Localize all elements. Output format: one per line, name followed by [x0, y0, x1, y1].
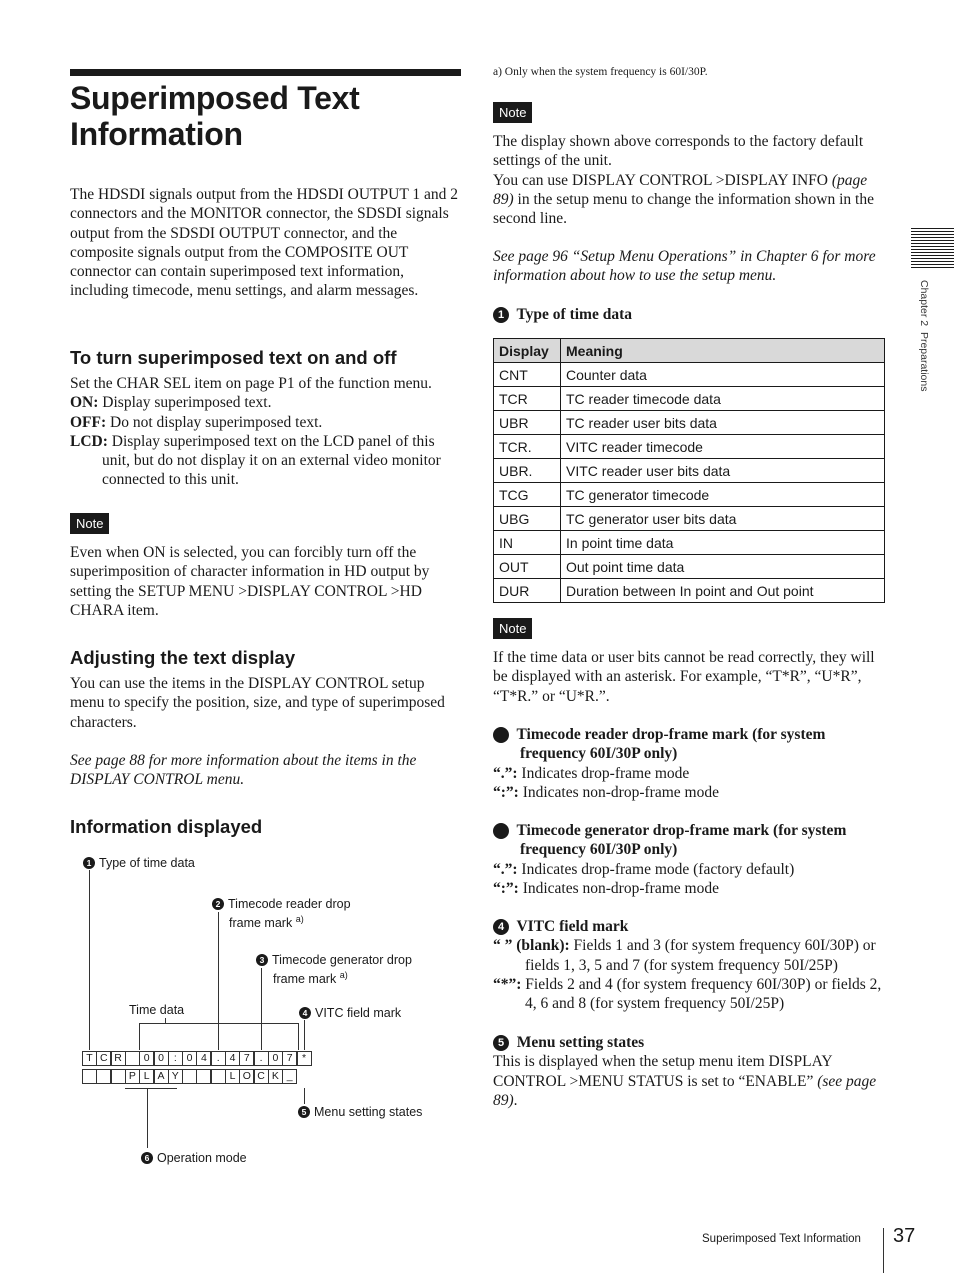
option-off: OFF: Do not display superimposed text.	[70, 413, 323, 431]
leader-line-generator-drop	[261, 968, 262, 1050]
char-cell: 0	[139, 1051, 154, 1066]
note-text-1: Even when ON is selected, you can forcibly turn off the superimposition of character information in HD output by setting the SETUP MENU >DISPLAY CONTROL >HD CHARA item.	[70, 544, 430, 619]
char-cell: 0	[182, 1051, 197, 1066]
leader-line-reader-drop	[218, 912, 219, 1050]
callout-time-data: Time data	[129, 1003, 185, 1017]
section-3: 3 Timecode generator drop-frame mark (for system frequency 60I/30P only) “.”: Indicates drop-frame mode (factory default) “:”: Indicates non-drop-frame mode	[484, 822, 847, 897]
chapter-tab-stripes	[911, 228, 954, 270]
adjusting-reference: See page 88 for more information about the items in the DISPLAY CONTROL menu.	[70, 752, 417, 789]
leader-line-time-data	[165, 1018, 166, 1024]
leader-line-vitc	[304, 1020, 305, 1050]
table-row	[494, 531, 885, 555]
leader-line-menu-states	[304, 1088, 305, 1104]
char-cell	[182, 1069, 197, 1084]
table-cell-display: UBG	[494, 507, 561, 531]
char-cell: T	[82, 1051, 97, 1066]
table-cell-meaning: VITC reader timecode	[561, 435, 885, 459]
char-cell: 7	[282, 1051, 297, 1066]
table-cell-meaning: Out point time data	[561, 555, 885, 579]
table-cell-meaning: Counter data	[561, 363, 885, 387]
table-cell-meaning: TC generator user bits data	[561, 507, 885, 531]
callout-type-of-time-data: 1 Type of time data	[83, 856, 195, 871]
table-row	[494, 435, 885, 459]
table-cell-display: TCR.	[494, 435, 561, 459]
char-cell: 0	[268, 1051, 283, 1066]
char-cell: 4	[196, 1051, 211, 1066]
char-cell: _	[282, 1069, 297, 1084]
char-cell	[211, 1069, 226, 1084]
char-cell: .	[254, 1051, 269, 1066]
char-cell	[111, 1069, 126, 1084]
column-header-display: Display	[494, 339, 561, 363]
table-row	[494, 387, 885, 411]
char-cell: 7	[239, 1051, 254, 1066]
option-on: ON: Display superimposed text.	[70, 394, 272, 412]
footnote: a) Only when the system frequency is 60I/30P.	[493, 66, 708, 78]
table-cell-display: UBR	[494, 411, 561, 435]
char-cell: *	[297, 1051, 312, 1066]
callout-menu-setting-states: 5 Menu setting states	[298, 1105, 422, 1120]
table-cell-display: OUT	[494, 555, 561, 579]
table-row	[494, 459, 885, 483]
section-heading-adjusting: Adjusting the text display	[70, 647, 296, 668]
callout-timecode-reader-drop-frame: 2 Timecode reader drop frame mark $^{a)}$	[212, 897, 351, 931]
leader-bracket-time-data-left	[139, 1023, 140, 1050]
section-heading-information: Information displayed	[70, 816, 263, 837]
footer-divider	[883, 1228, 884, 1273]
char-cell: 4	[225, 1051, 240, 1066]
section-1-heading: 1 Type of time data	[493, 305, 632, 324]
leader-bracket-operation-mode	[125, 1088, 177, 1089]
char-cell: C	[96, 1051, 111, 1066]
leader-bracket-time-data-right	[298, 1023, 299, 1050]
footer-label: Superimposed Text Information	[702, 1233, 861, 1245]
char-cell: O	[239, 1069, 254, 1084]
table-row	[494, 579, 885, 603]
leader-line-type	[89, 870, 90, 1050]
note-text-2: The display shown above corresponds to the factory default settings of the unit. You can use DISPLAY CONTROL >DISPLAY INFO (page 89) in the setup menu to change the information shown in the second line.	[493, 133, 874, 228]
char-cell: L	[225, 1069, 240, 1084]
callout-vitc-field-mark: 4 VITC field mark	[299, 1006, 401, 1021]
page-number: 37	[893, 1225, 916, 1247]
table-cell-meaning: TC reader timecode data	[561, 387, 885, 411]
section-4: 4 VITC field mark “ ” (blank): Fields 1 and 3 (for system frequency 60I/30P) or fields 1, 3, 5 and 7 (for system frequency 50I/25P) “*”: Fields 2 and 4 (for system frequency 60I/30P) or fields 2, 4, 6 and 8 (for system frequency 50I/25P)	[493, 918, 882, 1013]
table-cell-display: IN	[494, 531, 561, 555]
char-cell: 0	[154, 1051, 169, 1066]
note-badge-2: Note	[493, 102, 532, 123]
chapter-tab-label: Chapter 2 Preparations	[918, 280, 930, 392]
char-cell: A	[154, 1069, 169, 1084]
time-data-table	[493, 338, 885, 603]
character-grid	[82, 1051, 322, 1087]
section-2: 2 Timecode reader drop-frame mark (for system frequency 60I/30P only) “.”: Indicates drop-frame mode “:”: Indicates non-drop-frame mode	[484, 726, 826, 801]
char-cell: P	[125, 1069, 140, 1084]
char-cell: C	[254, 1069, 269, 1084]
char-cell	[125, 1051, 140, 1066]
table-row	[494, 507, 885, 531]
char-cell: L	[139, 1069, 154, 1084]
char-cell: K	[268, 1069, 283, 1084]
table-cell-meaning: VITC reader user bits data	[561, 459, 885, 483]
section-heading-turn-on-off: To turn superimposed text on and off	[70, 347, 397, 368]
table-row	[494, 363, 885, 387]
table-cell-display: UBR.	[494, 459, 561, 483]
note-badge-3: Note	[493, 618, 532, 639]
table-row	[494, 555, 885, 579]
table-cell-meaning: In point time data	[561, 531, 885, 555]
table-cell-meaning: TC generator timecode	[561, 483, 885, 507]
leader-bracket-time-data	[139, 1023, 299, 1024]
char-cell: R	[111, 1051, 126, 1066]
option-lcd: LCD: Display superimposed text on the LCD panel of this unit, but do not display it on an external video monitor connected to this unit.	[70, 432, 441, 489]
table-cell-display: CNT	[494, 363, 561, 387]
title-rule	[70, 69, 461, 76]
char-cell	[96, 1069, 111, 1084]
table-row	[494, 483, 885, 507]
section-5: 5 Menu setting states This is displayed when the setup menu item DISPLAY CONTROL >MENU STATUS is set to “ENABLE” (see page 89).	[493, 1034, 877, 1109]
adjusting-text: You can use the items in the DISPLAY CONTROL setup menu to specify the position, size, and type of superimposed characters.	[70, 675, 445, 731]
intro-paragraph: The HDSDI signals output from the HDSDI OUTPUT 1 and 2 connectors and the MONITOR connector, the SDSDI signals output from the SDSDI OUTPUT connector, and the composite signals output from the COMPOSITE OUT connector can contain superimposed text information, including timecode, menu settings, and alarm messages.	[70, 186, 459, 300]
setup-menu-reference: See page 96 “Setup Menu Operations” in Chapter 6 for more information about how to use the setup menu.	[493, 248, 876, 285]
leader-line-operation-mode	[147, 1088, 148, 1148]
table-cell-display: TCR	[494, 387, 561, 411]
char-cell: Y	[168, 1069, 183, 1084]
turn-on-off-body	[70, 374, 462, 490]
char-cell: .	[211, 1051, 226, 1066]
char-cell: :	[168, 1051, 183, 1066]
table-header-row	[494, 339, 885, 363]
note-badge-1: Note	[70, 513, 109, 534]
turn-on-off-text: Set the CHAR SEL item on page P1 of the function menu.	[70, 375, 432, 392]
callout-timecode-generator-drop-frame: 3 Timecode generator drop frame mark $^{a)}$	[256, 953, 412, 987]
callout-operation-mode: 6 Operation mode	[141, 1151, 247, 1166]
char-cell	[82, 1069, 97, 1084]
table-row	[494, 411, 885, 435]
column-header-meaning: Meaning	[561, 339, 885, 363]
table-cell-meaning: TC reader user bits data	[561, 411, 885, 435]
table-cell-meaning: Duration between In point and Out point	[561, 579, 885, 603]
char-cell	[196, 1069, 211, 1084]
table-cell-display: DUR	[494, 579, 561, 603]
note-text-3: If the time data or user bits cannot be read correctly, they will be displayed with an asterisk. For example, “T*R”, “U*R”, “T*R.” or “U*R.”.	[493, 649, 875, 705]
table-cell-display: TCG	[494, 483, 561, 507]
page-title: Superimposed Text Information	[70, 80, 360, 152]
